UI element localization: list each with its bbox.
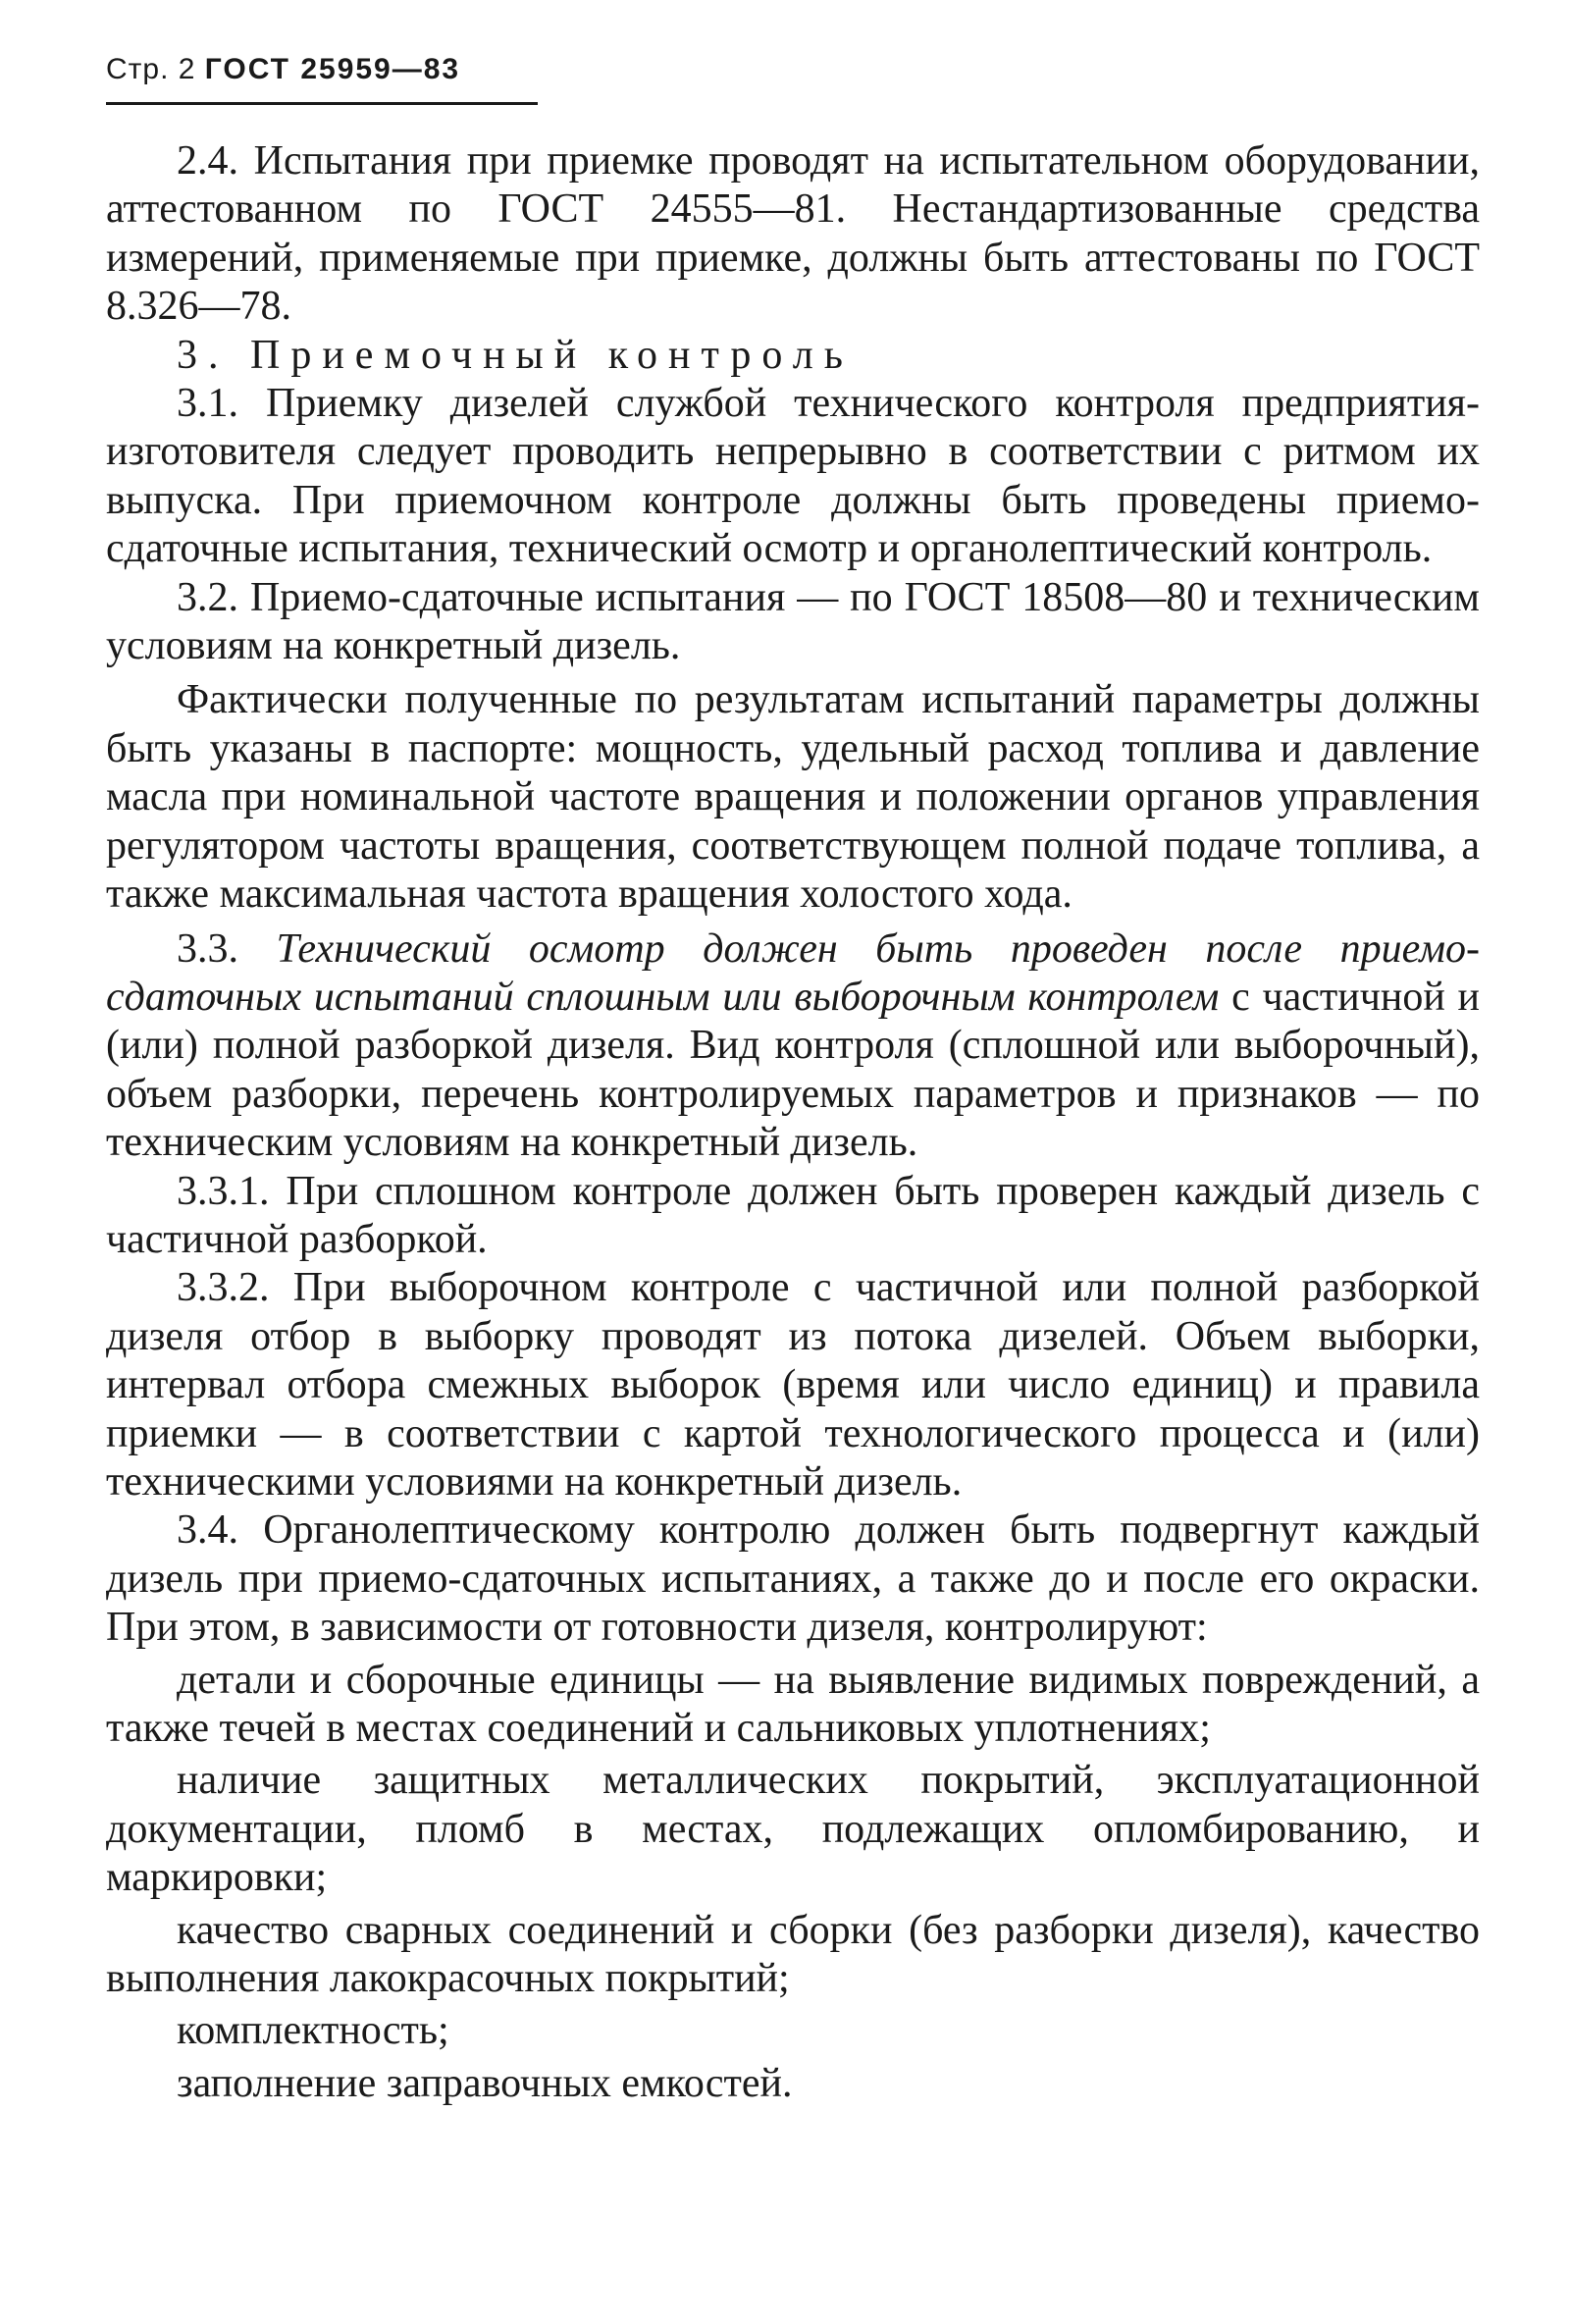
list-item-parts: детали и сборочные единицы — на выявление видимых повреждений, а также течей в местах соединений и сальниковых уплотнениях; xyxy=(106,1657,1480,1751)
page-number-label: Стр. 2 xyxy=(106,53,196,85)
paragraph-3-1: 3.1. Приемку дизелей службой технического контроля предприятия-изготовителя следует проводить непрерывно в соответствии с ритмом их выпуска. При приемочном контроле должны быть проведены приемо-сдаточные испытания, технический осмотр и органолептический контроль. xyxy=(106,381,1480,572)
paragraph-3-3 xyxy=(106,925,1480,1168)
section-heading-acceptance-control: 3. Приемочный контроль xyxy=(177,332,854,378)
header-underline xyxy=(106,102,538,105)
document-body xyxy=(106,137,1480,2108)
paragraph-3-3-number: 3.3. xyxy=(177,925,238,972)
paragraph-3-3-2: 3.3.2. При выборочном контроле с частичной или полной разборкой дизеля отбор в выборку проводят из потока дизелей. Объем выборки, интервал отбора смежных выборок (время или число единиц) и правила приемки — в соответствии с картой технологического процесса и (или) техническими условиями на конкретный дизель. xyxy=(106,1265,1480,1505)
paragraph-3-2-parameters: Фактически полученные по результатам испытаний параметры должны быть указаны в паспорте: мощность, удельный расход топлива и давление масла при номинальной частоте вращения и положении органов управления регулятором частоты вращения, соответствующем полной подаче топлива, а также максимальная частота вращения холостого хода. xyxy=(106,677,1480,918)
paragraph-2-4: 2.4. Испытания при приемке проводят на испытательном оборудовании, аттестованном по ГОСТ 24555—81. Нестандартизованные средства измерений, применяемые при приемке, должны быть аттестованы по ГОСТ 8.326—78. xyxy=(106,138,1480,330)
list-item-completeness: комплектность; xyxy=(177,2008,449,2054)
paragraph-3-3-1: 3.3.1. При сплошном контроле должен быть проверен каждый дизель с частичной разборкой. xyxy=(106,1168,1480,1262)
list-item-tanks: заполнение заправочных емкостей. xyxy=(177,2060,793,2106)
list-item-coatings: наличие защитных металлических покрытий, эксплуатационной документации, пломб в местах, подлежащих опломбированию, и маркировки; xyxy=(106,1758,1480,1901)
list-item-welds: качество сварных соединений и сборки (без разборки дизеля), качество выполнения лакокрасочных покрытий; xyxy=(106,1907,1480,2002)
paragraph-3-4: 3.4. Органолептическому контролю должен быть подвергнут каждый дизель при приемо-сдаточных испытаниях, а также до и после его окраски. При этом, в зависимости от готовности дизеля, контролируют: xyxy=(106,1507,1480,1651)
paragraph-3-3-text: с частичной и (или) полной разборкой дизеля. Вид контроля (сплошной или выборочный), объем разборки, перечень контролируемых параметров и признаков — по техническим условиям на конкретный дизель. xyxy=(106,974,1481,1166)
paragraph-3-3-italic-text: Технический осмотр должен быть проведен после приемо-сдаточных испытаний сплошным или выборочным контролем xyxy=(106,925,1481,1020)
document-page xyxy=(106,39,1481,2106)
standard-id: ГОСТ 25959—83 xyxy=(204,53,461,85)
page-header xyxy=(106,39,1480,100)
paragraph-3-2: 3.2. Приемо-сдаточные испытания — по ГОСТ 18508—80 и техническим условиям на конкретный дизель. xyxy=(106,574,1480,669)
